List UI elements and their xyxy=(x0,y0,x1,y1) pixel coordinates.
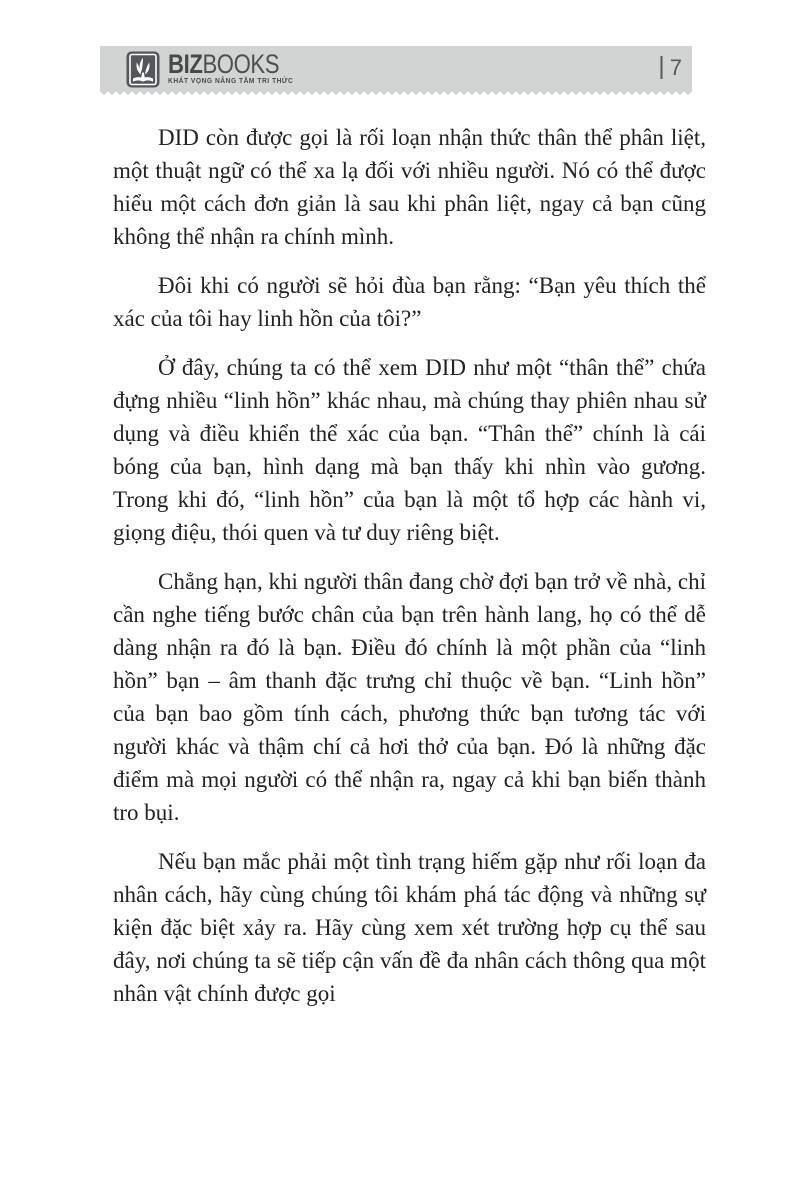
header-zigzag-edge xyxy=(100,89,692,95)
paragraph: Chẳng hạn, khi người thân đang chờ đợi bạn trở về nhà, chỉ cần nghe tiếng bước chân của bạn trên hành lang, họ có thể dễ dàng nhận ra đó là bạn. Điều đó chính là một phần của “linh hồn” bạn – âm thanh đặc trưng chỉ thuộc về bạn. “Linh hồn” của bạn bao gồm tính cách, phương thức bạn tương tác với người khác và thậm chí cả hơi thở của bạn. Đó là những đặc điểm mà mọi người có thể nhận ra, ngay cả khi bạn biến thành tro bụi. xyxy=(113,569,706,825)
brand-tagline: KHÁT VỌNG NÂNG TẦM TRI THỨC xyxy=(168,78,294,85)
page-number-separator: | xyxy=(658,52,665,80)
paragraph: Ở đây, chúng ta có thể xem DID như một “thân thể” chứa đựng nhiều “linh hồn” khác nhau, mà chúng thay phiên nhau sử dụng và điều khiển thể xác của bạn. “Thân thể” chính là cái bóng của bạn, hình dạng mà bạn thấy khi nhìn vào gương. Trong khi đó, “linh hồn” của bạn là một tổ hợp các hành vi, giọng điệu, thói quen và tư duy riêng biệt. xyxy=(113,355,706,545)
brand-name-books: BOOKS xyxy=(202,49,280,79)
brand-block xyxy=(168,51,304,85)
brand-name xyxy=(168,49,280,79)
brand-lockup xyxy=(126,51,304,88)
paragraph: Nếu bạn mắc phải một tình trạng hiếm gặp như rối loạn đa nhân cách, hãy cùng chúng tôi khám phá tác động và những sự kiện đặc biệt xảy ra. Hãy cùng xem xét trường hợp cụ thể sau đây, nơi chúng ta sẽ tiếp cận vấn đề đa nhân cách thông qua một nhân vật chính được gọi xyxy=(113,849,706,1006)
page-header xyxy=(100,46,692,89)
brand-name-biz: BIZ xyxy=(168,49,203,79)
paragraph: Đôi khi có người sẽ hỏi đùa bạn rằng: “Bạn yêu thích thể xác của tôi hay linh hồn của tôi?” xyxy=(113,273,706,331)
page-number-value: 7 xyxy=(669,54,682,80)
page-number xyxy=(658,46,682,89)
paragraph: DID còn được gọi là rối loạn nhận thức thân thể phân liệt, một thuật ngữ có thể xa lạ đối với nhiều người. Nó có thể được hiểu một cách đơn giản là sau khi phân liệt, ngay cả bạn cũng không thể nhận ra chính mình. xyxy=(113,125,706,249)
bizbooks-book-leaf-icon xyxy=(126,51,160,88)
page-content xyxy=(113,121,706,1010)
